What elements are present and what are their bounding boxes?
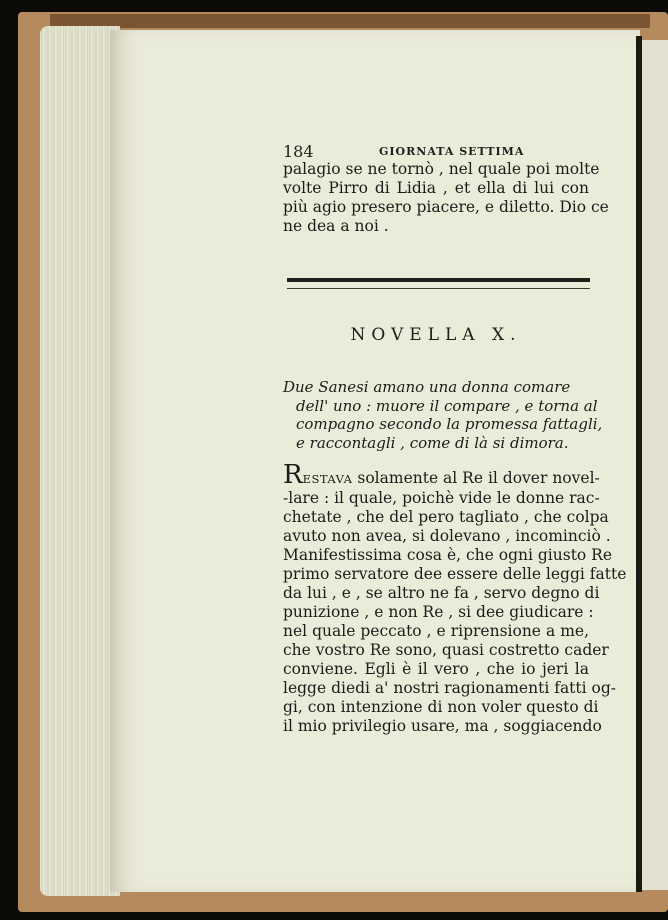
first-word: ESTAVA [302, 472, 353, 486]
text-line: ne dea a noi . [283, 217, 389, 235]
text-line: -lare : il quale, poichè vide le donne rac- [283, 489, 600, 507]
text-line: il mio privilegio usare, ma , soggiacendo [283, 717, 602, 735]
facing-page-edge [640, 40, 668, 890]
summary-line: dell' uno : muore il compare , e torna al [296, 396, 598, 415]
text-line: Manifestissima cosa è, che ogni giusto Re [283, 546, 613, 564]
page-number: 184 [283, 142, 314, 161]
page-stack-edge [40, 26, 120, 896]
novella-body [283, 460, 627, 736]
summary-line: e raccontagli , come di là si dimora. [296, 433, 569, 452]
text-line: punizione , e non Re , si dee giudicare : [283, 603, 594, 621]
text-line: che vostro Re sono, quasi costretto cader [283, 641, 609, 659]
text-line: gi, con intenzione di non voler questo di [283, 698, 599, 716]
text-line: primo servatore dee essere delle leggi fatte [283, 565, 627, 583]
summary-line: compagno secondo la promessa fattagli, [296, 415, 603, 433]
text-line: legge diedi a' nostri ragionamenti fatti og- [283, 679, 617, 697]
text-line: avuto non avea, si dolevano , incominciò . [283, 527, 611, 545]
text-line: conviene. Egli è il vero , che io jeri la [283, 660, 589, 678]
novella-title: NOVELLA X. [350, 325, 522, 345]
drop-cap: R [283, 460, 303, 490]
novella-summary [283, 378, 603, 452]
text-line: volte Pirro di Lidia , et ella di lui con [283, 179, 589, 197]
text-line: più agio presero piacere, e diletto. Dio ce [283, 198, 609, 216]
text-line: da lui , e , se altro ne fa , servo degno di [283, 584, 600, 602]
first-line-rest: solamente al Re il dover novel- [352, 469, 600, 487]
section-divider [287, 278, 590, 289]
body-first-line [283, 460, 600, 490]
page-header [283, 142, 593, 162]
text-line: nel quale peccato , e riprensione a me, [283, 622, 589, 640]
cover-top-edge [50, 14, 650, 28]
text-line: palagio se ne tornò , nel quale poi molte [283, 160, 600, 178]
running-head: GIORNATA SETTIMA [379, 145, 525, 158]
book-gutter [636, 36, 642, 892]
summary-line: Due Sanesi amano una donna comare [283, 378, 571, 396]
closing-paragraph [283, 160, 609, 236]
text-line: chetate , che del pero tagliato , che colpa [283, 508, 609, 526]
